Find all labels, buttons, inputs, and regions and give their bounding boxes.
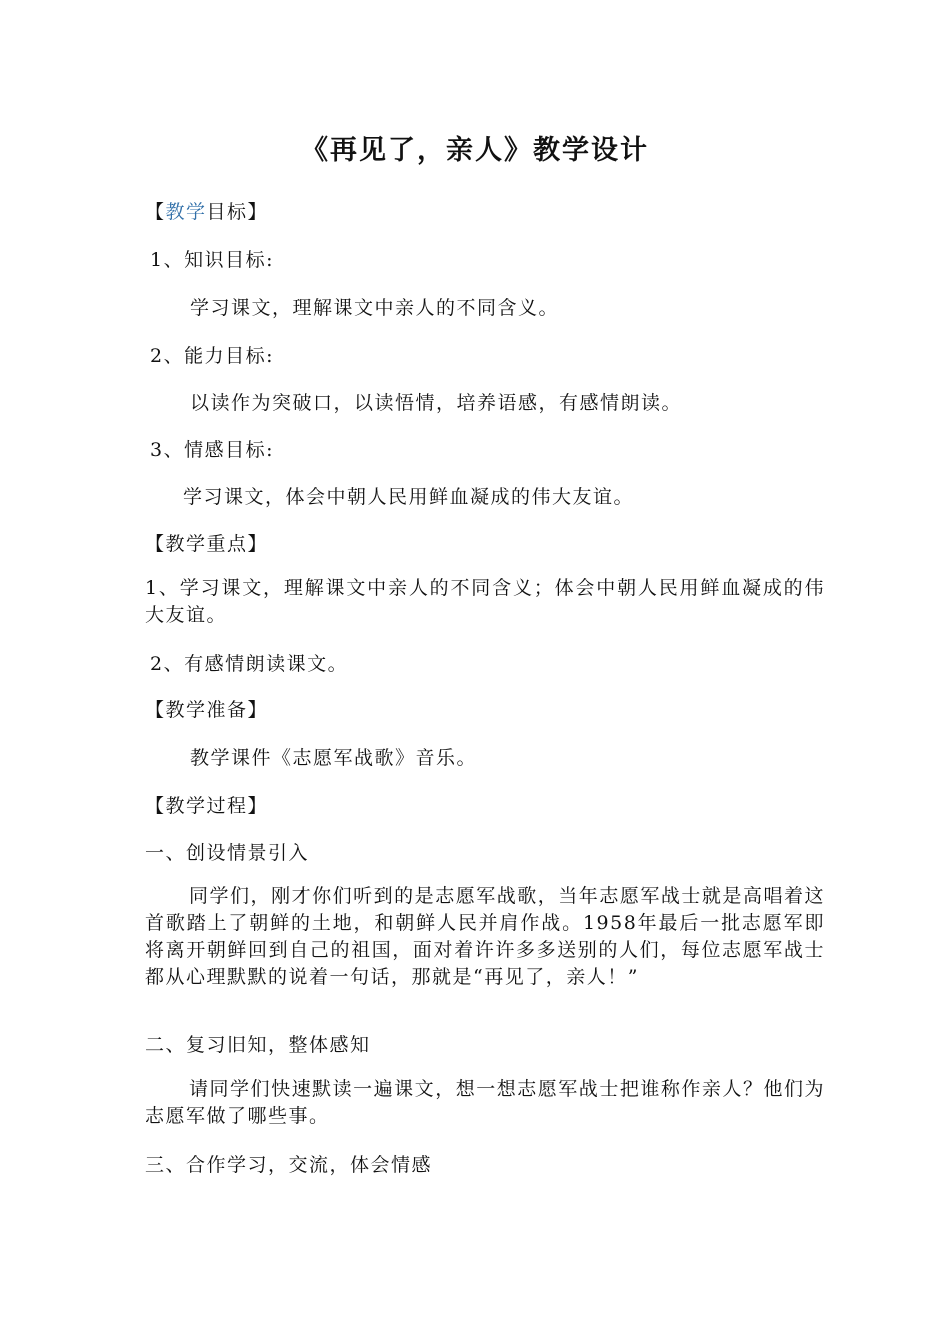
- goal-label-ability: 2、能力目标:: [150, 345, 274, 367]
- goal-text-ability: 以读作为突破口，以读悟情，培养语感，有感情朗读。: [190, 392, 683, 414]
- goal-label-knowledge: 1、知识目标:: [150, 249, 274, 271]
- section-heading-process: 【教学过程】: [145, 795, 269, 817]
- step-text-1: 同学们，刚才你们听到的是志愿军战歌，当年志愿军战士就是高唱着这首歌踏上了朝鲜的土地，和朝鲜人民并肩作战。1958年最后一批志愿军即将离开朝鲜回到自己的祖国，面对着许许多多送别的人们，每位志愿军战士都从心理默默的说着一句话，那就是“再见了，亲人！”: [145, 885, 825, 988]
- key-point-2: 2、有感情朗读课文。: [150, 653, 349, 675]
- step-heading-1: 一、创设情景引入: [145, 842, 310, 864]
- step-heading-2: 二、复习旧知，整体感知: [145, 1034, 371, 1056]
- goal-text-knowledge: 学习课文，理解课文中亲人的不同含义。: [190, 297, 560, 319]
- bracket-open: 【: [145, 201, 166, 223]
- page-title: 《再见了，亲人》教学设计: [301, 135, 649, 166]
- section-heading-key-points: 【教学重点】: [145, 533, 269, 555]
- heading-rest: 目标】: [206, 201, 269, 223]
- step-text-2: 请同学们快速默读一遍课文，想一想志愿军战士把谁称作亲人？他们为志愿军做了哪些事。: [145, 1078, 825, 1127]
- section-heading-preparation: 【教学准备】: [145, 699, 269, 721]
- preparation-text: 教学课件《志愿军战歌》音乐。: [190, 747, 478, 769]
- goal-text-emotion: 学习课文，体会中朝人民用鲜血凝成的伟大友谊。: [183, 486, 635, 508]
- highlighted-word-link[interactable]: 教学: [165, 201, 207, 223]
- section-heading-goals: [145, 197, 268, 224]
- goal-label-emotion: 3、情感目标:: [150, 439, 274, 461]
- key-point-1: 1、学习课文，理解课文中亲人的不同含义；体会中朝人民用鲜血凝成的伟大友谊。: [145, 577, 825, 626]
- step-heading-3: 三、合作学习，交流，体会情感: [145, 1154, 433, 1176]
